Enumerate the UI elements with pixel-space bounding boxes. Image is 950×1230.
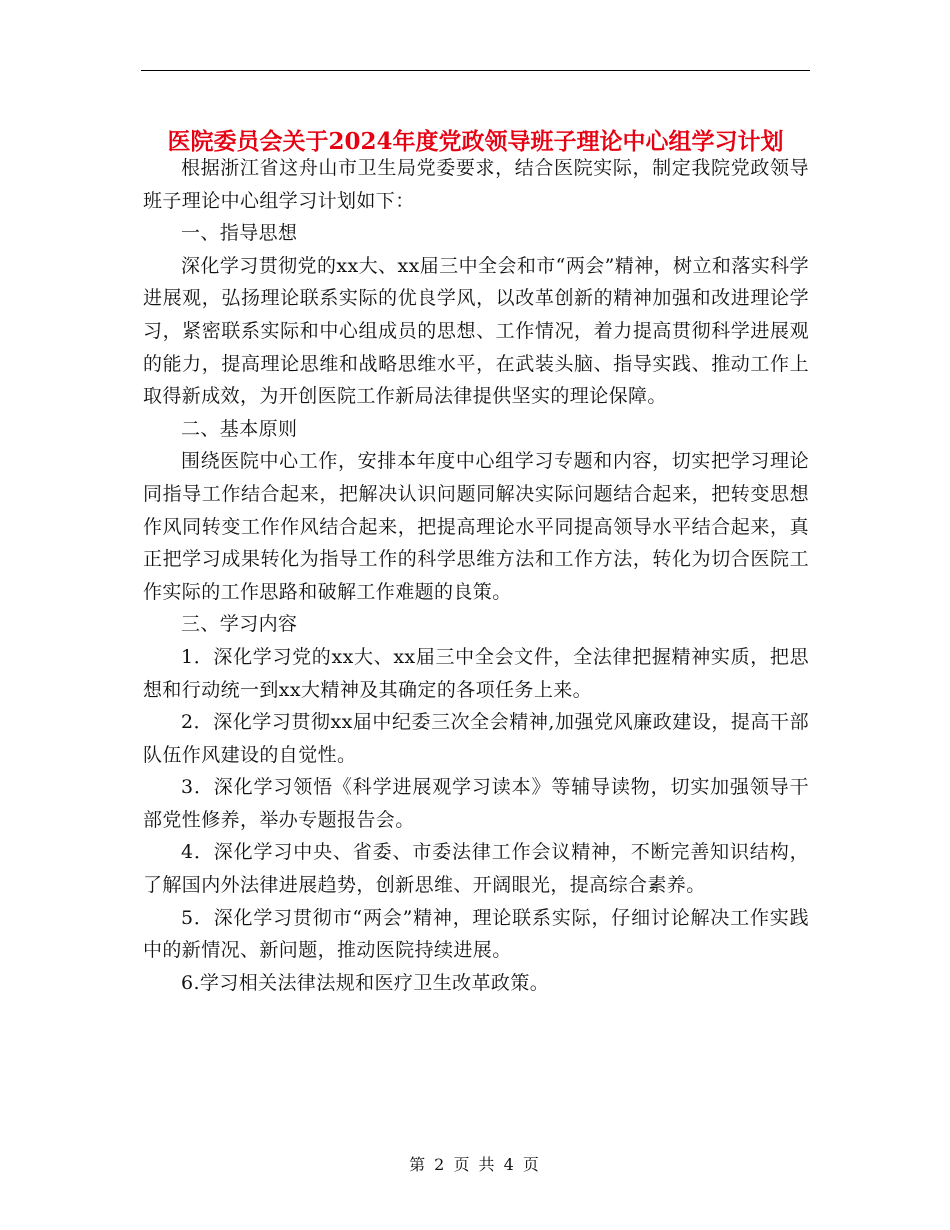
study-item-2: 2．深化学习贯彻xx届中纪委三次全会精神,加强党风廉政建设，提高干部队伍作风建设的自觉性。: [143, 711, 809, 766]
study-item-1: 1．深化学习党的xx大、xx届三中全会文件，全法律把握精神实质，把思想和行动统一到xx大精神及其确定的各项任务上来。: [143, 645, 809, 701]
study-item-5: 5．深化学习贯彻市“两会”精神，理论联系实际，仔细讨论解决工作实践中的新情况、新问题，推动医院持续进展。: [143, 906, 809, 962]
intro-paragraph: 根据浙江省这舟山市卫生局党委要求，结合医院实际，制定我院党政领导班子理论中心组学习计划如下：: [143, 157, 809, 212]
basic-principles-paragraph: 围绕医院中心工作，安排本年度中心组学习专题和内容，切实把学习理论同指导工作结合起来，把解决认识问题同解决实际问题结合起来，把转变思想作风同转变工作作风结合起来，把提高理论水平同提高领导水平结合起来，真正把学习成果转化为指导工作的科学思维方法和工作方法，转化为切合医院工作实际的工作思路和破解工作难题的良策。: [143, 450, 809, 603]
header-rule: [141, 70, 810, 71]
document-body: [143, 152, 809, 999]
section-heading-study-content: 三、学习内容: [181, 613, 298, 636]
study-item-3: 3．深化学习领悟《科学进展观学习读本》等辅导读物，切实加强领导干部党性修养，举办专题报告会。: [143, 776, 809, 831]
page-number: 第 2 页 共 4 页: [409, 1155, 541, 1174]
guiding-ideology-paragraph: 深化学习贯彻党的xx大、xx届三中全会和市“两会”精神，树立和落实科学进展观，弘扬理论联系实际的优良学风，以改革创新的精神加强和改进理论学习，紧密联系实际和中心组成员的思想、工作情况，着力提高贯彻科学进展观的能力，提高理论思维和战略思维水平，在武装头脑、指导实践、推动工作上取得新成效，为开创医院工作新局法律提供坚实的理论保障。: [143, 254, 809, 408]
section-heading-basic-principles: 二、基本原则: [181, 417, 298, 440]
section-heading-guiding-ideology: 一、指导思想: [181, 222, 298, 245]
study-item-4: 4．深化学习中央、省委、市委法律工作会议精神，不断完善知识结构，了解国内外法律进展趋势，创新思维、开阔眼光，提高综合素养。: [143, 841, 809, 897]
study-item-6: 6.学习相关法律法规和医疗卫生改革政策。: [181, 971, 550, 994]
document-title: 医院委员会关于2024年度党政领导班子理论中心组学习计划: [167, 128, 784, 156]
